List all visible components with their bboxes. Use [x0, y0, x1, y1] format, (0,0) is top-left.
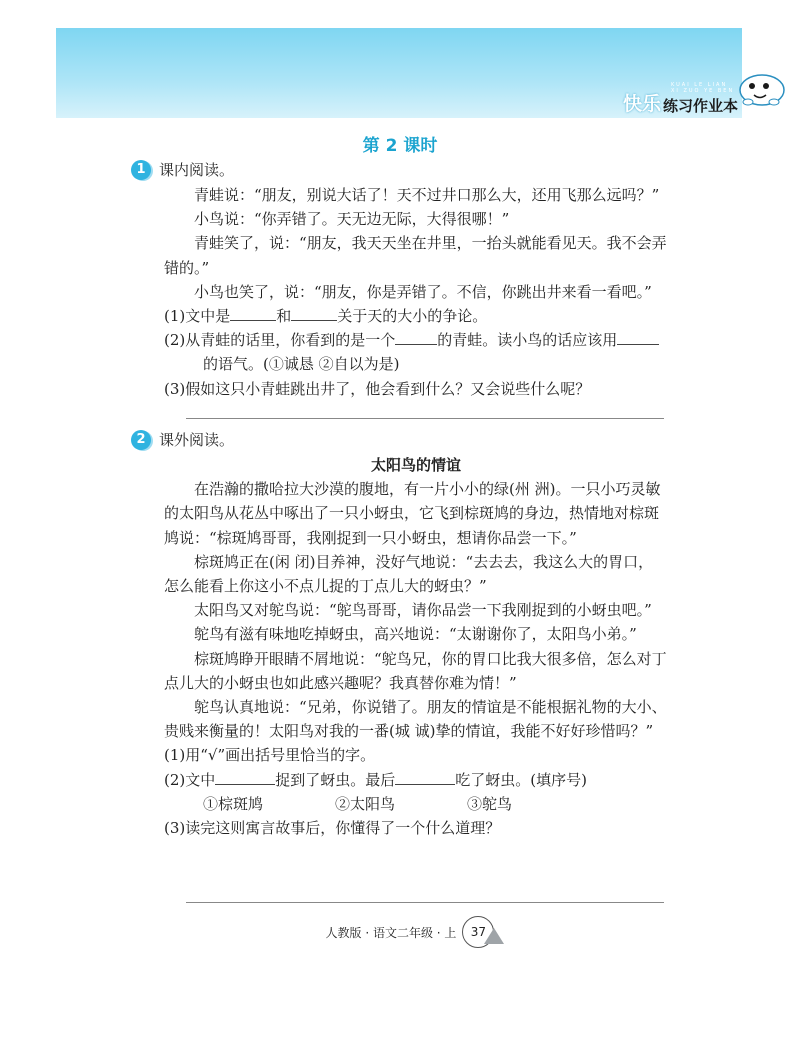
answer-blank[interactable] [215, 770, 275, 785]
s1-paragraph: 青蛙笑了，说：“朋友，我天天坐在井里，一抬头就能看见天。我不会弄错的。” [164, 234, 667, 277]
corner-triangle-icon [484, 928, 504, 944]
page-footer [0, 916, 800, 948]
s2-paragraph: 棕斑鸠正在(闲 闭)目养神，没好气地说：“去去去，我这么大的胃口，怎么能看上你这小不点儿捉的丁点儿大的蚜虫？” [164, 552, 654, 596]
answer-blank[interactable] [395, 770, 455, 785]
brand-title-part2: 练习作业本 [662, 97, 738, 115]
s2-paragraph: 鸵鸟有滋有味地吃掉蚜虫，高兴地说：“太谢谢你了，太阳鸟小弟。” [194, 625, 637, 644]
s2-paragraph: 鸵鸟认真地说：“兄弟，你说错了。朋友的情谊是不能根据礼物的大小、贵贱来衡量的！太阳鸟对我的一番(城 诚)挚的情谊，我能不好好珍惜吗？” [164, 698, 667, 741]
answer-blank[interactable] [230, 306, 276, 321]
section2-number-badge: 2 [131, 430, 151, 450]
section1-body [164, 183, 668, 401]
s1-paragraph: 小鸟说：“你弄错了。天无边无际，大得很哪！” [194, 210, 510, 229]
s2-question-3: (3)读完这则寓言故事后，你懂得了一个什么道理？ [164, 819, 501, 838]
s2-paragraph: 在浩瀚的撒哈拉大沙漠的腹地，有一片小小的绿(州 洲)。一只小巧灵敏的太阳鸟从花丛中啄出了一只小蚜虫，它飞到棕斑鸠的身边，热情地对棕斑鸠说：“棕斑鸠哥哥，我刚捉到一只小蚜虫，想请你品尝一下。” [164, 480, 661, 547]
brand-title-part1: 快乐 [622, 93, 661, 115]
brand-pinyin: KUAI LE LIAN XI ZUO YE BEN [670, 82, 735, 94]
s2-paragraph: 棕斑鸠睁开眼睛不屑地说：“鸵鸟兄，你的胃口比我大很多倍，怎么对丁点儿大的小蚜虫也如此感兴趣呢？我真替你难为情！” [164, 649, 667, 692]
s1-question-1: (1)文中是 和 关于天的大小的争论。 [164, 307, 488, 326]
s2-question-1: (1)用“√”画出括号里恰当的字。 [164, 746, 376, 765]
section2-header [131, 429, 234, 450]
s2-question-2: (2)文中 捉到了蚜虫。最后 吃了蚜虫。(填序号) [164, 770, 587, 789]
answer-options [164, 792, 668, 816]
answer-blank[interactable] [291, 306, 337, 321]
s1-paragraph: 小鸟也笑了，说：“朋友，你是弄错了。不信，你跳出井来看一看吧。” [194, 282, 652, 301]
s1-question-3: (3)假如这只小青蛙跳出井了，他会看到什么？又会说些什么呢？ [164, 379, 591, 398]
section2-heading: 课外阅读。 [159, 431, 235, 449]
section2-body [164, 453, 668, 840]
page-number: 37 [462, 916, 494, 948]
s1-paragraph: 青蛙说：“朋友，别说大话了！天不过井口那么大，还用飞那么远吗？” [194, 186, 660, 204]
option-item: ①棕斑鸠 [203, 794, 264, 813]
s1-question-2: (2)从青蛙的话里，你看到的是一个 的青蛙。读小鸟的话应该用的语气。(①诚恳 ②自以为是) [164, 328, 668, 376]
brand-logo [622, 82, 738, 116]
section1-header [131, 159, 234, 180]
answer-blank[interactable] [617, 330, 659, 345]
page-title: 第 2 课时 [362, 136, 438, 156]
footer-text: 人教版 · 语文二年级 · 上 [325, 925, 457, 940]
bottom-divider [186, 902, 664, 903]
section1-number-badge: 1 [131, 160, 151, 180]
answer-blank[interactable] [395, 330, 437, 345]
cloud-mascot-icon [732, 66, 788, 110]
section1-heading: 课内阅读。 [159, 161, 235, 179]
section-divider [186, 418, 664, 419]
option-item: ②太阳鸟 [335, 794, 396, 813]
option-item: ③鸵鸟 [467, 794, 513, 813]
story-title: 太阳鸟的情谊 [370, 456, 461, 474]
s2-paragraph: 太阳鸟又对鸵鸟说：“鸵鸟哥哥，请你品尝一下我刚捉到的小蚜虫吧。” [194, 601, 652, 620]
